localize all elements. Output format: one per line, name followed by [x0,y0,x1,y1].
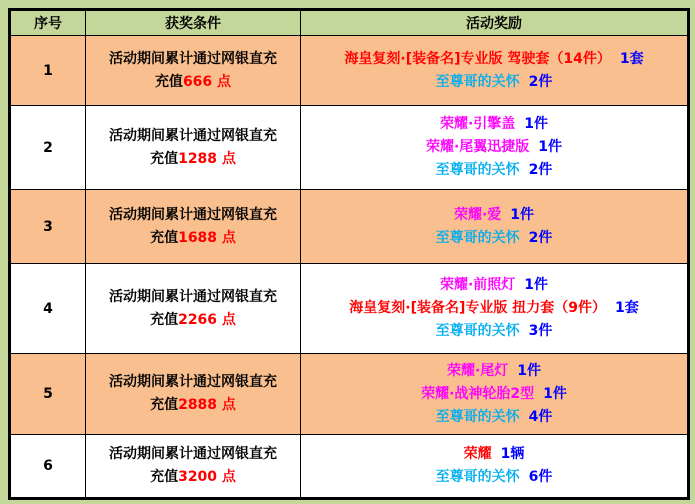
condition-line-2 [88,466,298,489]
reward-name: 至尊哥的关怀 [435,73,520,90]
reward-quantity: 1辆 [500,446,525,462]
reward-line [303,320,685,343]
reward-quantity: 2件 [528,73,553,90]
reward-name: 荣耀·战神轮胎2型 [421,385,535,402]
charge-amount: 2266 点 [178,311,236,328]
condition-line-2 [88,309,298,332]
reward-line [303,227,685,250]
charge-amount: 3200 点 [178,469,236,485]
charge-label: 充值 [150,397,179,413]
table-row [10,354,689,435]
reward-name: 至尊哥的关怀 [435,229,520,246]
reward-cell [301,36,689,106]
reward-line [303,383,685,406]
serial-number: 2 [43,139,53,156]
reward-name: 海皇复刻·[装备名]专业版 扭力套（9件） [349,300,606,316]
serial-cell [10,106,86,190]
charge-label: 充值 [150,229,179,246]
charge-label: 充值 [150,150,179,167]
condition-cell [86,435,301,499]
serial-cell [10,354,86,435]
reward-line [303,136,685,159]
table-row [10,435,689,499]
reward-line [303,406,685,429]
reward-name: 荣耀 [463,446,492,462]
reward-name: 荣耀·尾翼迅捷版 [425,139,530,155]
col-header-condition: 获奖条件 [86,10,301,36]
reward-line [303,71,685,94]
condition-cell [86,264,301,354]
reward-line [303,48,685,71]
condition-line-2 [88,394,298,417]
reward-name: 荣耀·前照灯 [439,277,516,293]
condition-cell [86,354,301,435]
table-header-row [10,10,689,36]
reward-quantity: 1套 [614,300,639,316]
col-header-reward: 活动奖励 [301,10,689,36]
charge-label: 充值 [154,73,183,90]
condition-line-2 [88,71,298,94]
condition-line-1: 活动期间累计通过网银直充 [109,288,277,305]
reward-line [303,274,685,297]
reward-quantity: 4件 [528,408,553,425]
charge-label: 充值 [150,311,179,328]
condition-line-2 [88,227,298,250]
reward-quantity: 3件 [528,323,553,339]
reward-quantity: 2件 [528,162,553,178]
reward-line [303,466,685,489]
serial-cell [10,36,86,106]
reward-quantity: 2件 [528,229,553,246]
serial-number: 5 [43,386,53,402]
reward-cell [301,190,689,264]
condition-line-2 [88,148,298,171]
condition-line-1: 活动期间累计通过网银直充 [109,50,277,67]
reward-quantity: 1件 [524,116,549,132]
reward-quantity: 1件 [510,206,535,223]
charge-amount: 2888 点 [178,397,236,413]
reward-quantity: 1件 [538,139,563,155]
table-row [10,190,689,264]
reward-line [303,204,685,227]
col-header-serial: 序号 [10,10,86,36]
reward-cell [301,354,689,435]
reward-name: 至尊哥的关怀 [435,323,520,339]
reward-quantity: 1件 [517,362,542,379]
table-row [10,106,689,190]
reward-name: 海皇复刻·[装备名]专业版 驾驶套（14件） [344,50,611,67]
serial-cell [10,264,86,354]
reward-cell [301,106,689,190]
condition-line-1: 活动期间累计通过网银直充 [109,127,277,144]
serial-number: 4 [43,300,53,317]
rewards-table-body [10,36,689,499]
reward-name: 荣耀·爱 [453,206,502,223]
condition-line-1: 活动期间累计通过网银直充 [109,374,277,390]
reward-line [303,443,685,466]
reward-name: 荣耀·引擎盖 [439,116,516,132]
charge-amount: 1288 点 [178,150,236,167]
condition-cell [86,190,301,264]
table-row [10,36,689,106]
serial-cell [10,190,86,264]
charge-amount: 1688 点 [178,229,236,246]
reward-quantity: 1件 [543,385,567,402]
serial-number: 3 [43,218,53,235]
reward-cell [301,264,689,354]
reward-quantity: 6件 [528,469,553,485]
reward-line [303,159,685,182]
reward-name: 荣耀·尾灯 [446,362,509,379]
reward-name: 至尊哥的关怀 [435,469,520,485]
reward-name: 至尊哥的关怀 [435,162,520,178]
serial-number: 6 [43,458,53,474]
charge-label: 充值 [150,469,179,485]
reward-name: 至尊哥的关怀 [435,408,520,425]
serial-cell [10,435,86,499]
reward-line [303,360,685,383]
charge-amount: 666 点 [182,73,232,90]
condition-cell [86,36,301,106]
condition-line-1: 活动期间累计通过网银直充 [109,446,277,462]
condition-cell [86,106,301,190]
serial-number: 1 [43,62,53,79]
reward-cell [301,435,689,499]
condition-line-1: 活动期间累计通过网银直充 [109,206,277,223]
table-row [10,264,689,354]
reward-line [303,113,685,136]
reward-quantity: 1套 [619,50,644,67]
reward-line [303,297,685,320]
reward-quantity: 1件 [524,277,549,293]
rewards-table [8,8,690,500]
